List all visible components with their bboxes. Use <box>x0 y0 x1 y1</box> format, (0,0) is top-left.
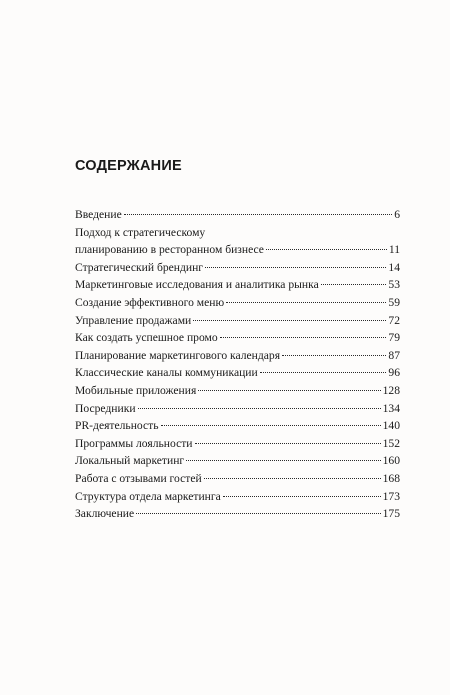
toc-entry-page: 96 <box>388 366 400 380</box>
table-of-contents <box>75 206 400 523</box>
toc-leader-dots <box>226 302 386 303</box>
toc-entry-title: Мобильные приложения <box>75 383 197 397</box>
toc-entry-title: Локальный маркетинг <box>75 454 185 468</box>
toc-entry-page: 173 <box>382 489 400 503</box>
toc-entry-title: Заключение <box>75 507 135 521</box>
toc-entry-menu <box>75 294 400 312</box>
toc-entry-loyalty <box>75 435 400 453</box>
toc-entry-market-research <box>75 276 400 294</box>
toc-entry-page: 59 <box>388 295 400 309</box>
toc-entry-title: PR-деятельность <box>75 419 159 433</box>
toc-entry-title: Работа с отзывами гостей <box>75 471 202 485</box>
toc-entry-page: 134 <box>382 401 400 415</box>
toc-leader-dots <box>195 443 381 444</box>
toc-leader-dots <box>136 513 380 514</box>
toc-entry-page: 72 <box>388 313 400 327</box>
toc-entry-page: 152 <box>382 436 400 450</box>
toc-entry-conclusion <box>75 505 400 523</box>
toc-leader-dots <box>260 372 387 373</box>
toc-entry-page: 79 <box>388 331 400 345</box>
toc-entry-title: Управление продажами <box>75 313 192 327</box>
toc-entry-page: 6 <box>394 208 400 221</box>
toc-entry-page: 140 <box>382 419 400 433</box>
toc-entry-page: 87 <box>388 348 400 362</box>
toc-entry-local-marketing <box>75 452 400 470</box>
toc-leader-dots <box>223 496 381 497</box>
toc-entry-page: 53 <box>388 278 400 292</box>
toc-leader-dots <box>193 320 386 321</box>
toc-entry-mobile-apps <box>75 382 400 400</box>
toc-leader-dots <box>198 390 380 391</box>
toc-entry-calendar <box>75 347 400 365</box>
toc-entry-title: планированию в ресторанном бизнесе <box>75 243 264 257</box>
toc-leader-dots <box>204 478 381 479</box>
toc-entry-title: Структура отдела маркетинга <box>75 489 221 503</box>
toc-entry-title: Классические каналы коммуникации <box>75 366 258 380</box>
toc-entry-reviews <box>75 470 400 488</box>
toc-entry-title: Планирование маркетингового календаря <box>75 348 281 362</box>
toc-entry-strategic-branding <box>75 259 400 277</box>
toc-leader-dots <box>124 214 392 215</box>
page-title: СОДЕРЖАНИЕ <box>75 158 182 174</box>
toc-entry-introduction <box>75 206 400 224</box>
toc-leader-dots <box>220 337 387 338</box>
toc-entry-promo <box>75 329 400 347</box>
toc-entry-title-line1: Подход к стратегическому <box>75 225 206 239</box>
toc-entry-title: Создание эффективного меню <box>75 295 225 309</box>
toc-entry-title: Посредники <box>75 401 136 415</box>
toc-entry-strategic-planning <box>75 224 400 259</box>
toc-entry-title: Стратегический брендинг <box>75 260 204 274</box>
toc-leader-dots <box>138 408 381 409</box>
toc-entry-title: Как создать успешное промо <box>75 331 218 345</box>
toc-leader-dots <box>266 249 387 250</box>
toc-entry-page: 128 <box>382 383 400 397</box>
toc-entry-title: Маркетинговые исследования и аналитика рынка <box>75 278 319 292</box>
toc-entry-sales <box>75 312 400 330</box>
toc-entry-page: 160 <box>382 454 400 468</box>
toc-entry-department-structure <box>75 488 400 506</box>
toc-entry-pr <box>75 417 400 435</box>
toc-leader-dots <box>205 267 386 268</box>
toc-entry-title: Введение <box>75 208 122 221</box>
toc-leader-dots <box>321 284 387 285</box>
toc-leader-dots <box>186 460 380 461</box>
toc-entry-channels <box>75 364 400 382</box>
toc-leader-dots <box>282 355 386 356</box>
toc-leader-dots <box>161 425 381 426</box>
toc-entry-title: Программы лояльности <box>75 436 193 450</box>
toc-entry-page: 14 <box>388 260 400 274</box>
toc-entry-intermediaries <box>75 400 400 418</box>
toc-entry-page: 175 <box>382 507 400 521</box>
toc-entry-page: 11 <box>388 243 400 257</box>
toc-entry-page: 168 <box>382 471 400 485</box>
